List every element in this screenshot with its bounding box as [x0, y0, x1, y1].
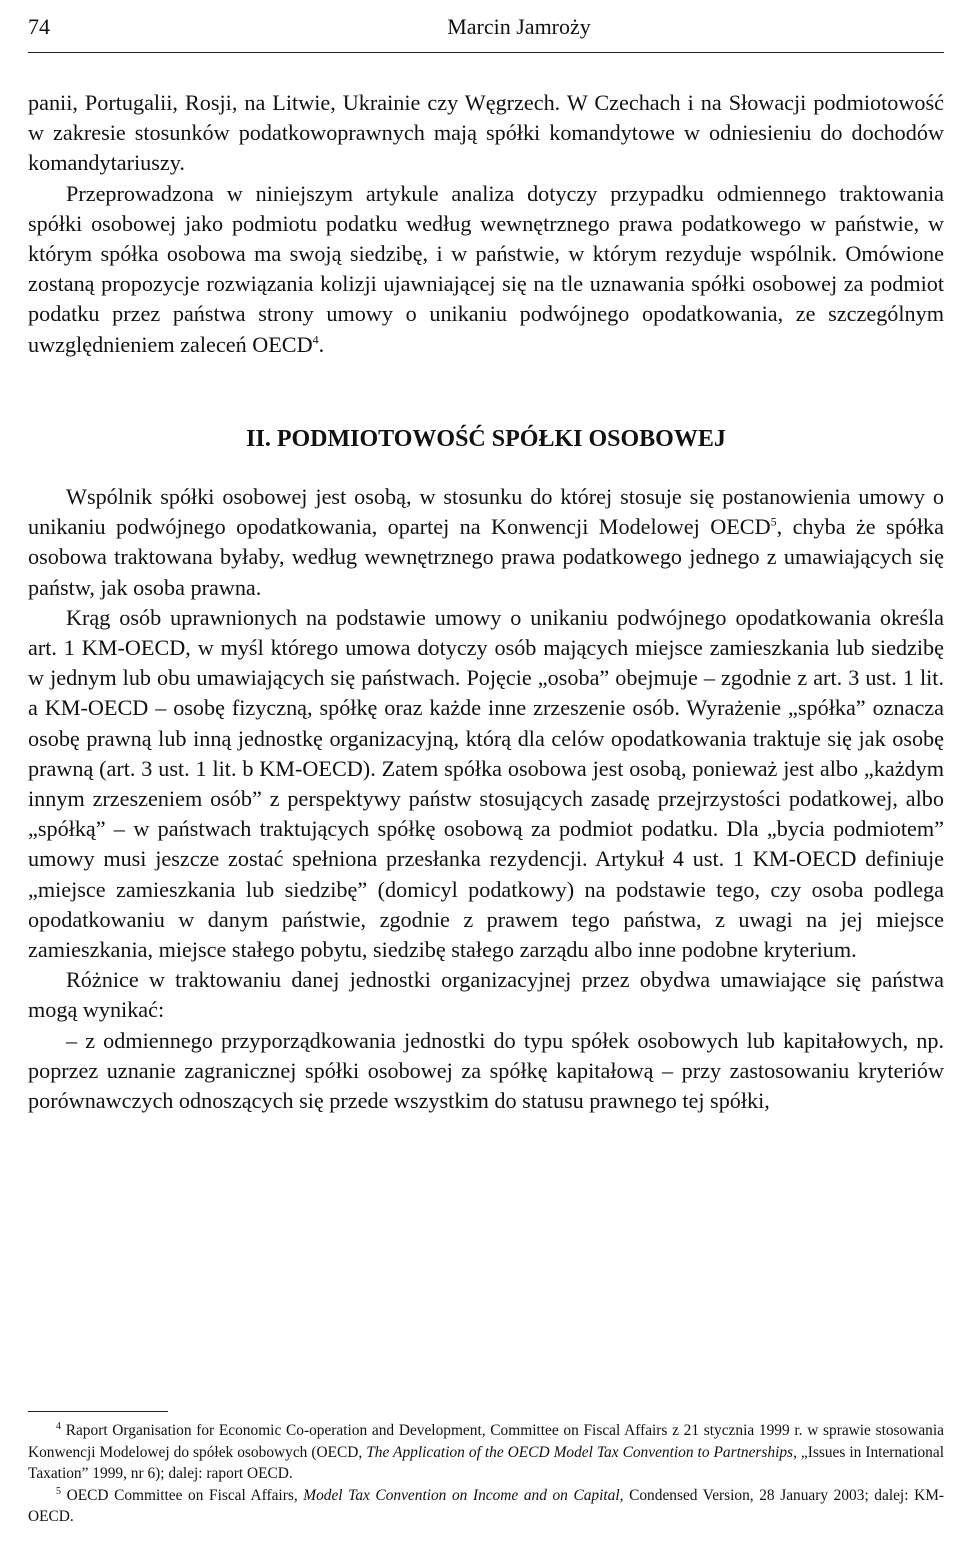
footnote-title: The Application of the OECD Model Tax Convention to Partnerships	[366, 1443, 794, 1461]
paragraph-text: Krąg osób uprawnionych na podstawie umowy o unikaniu podwójnego opodatkowania określa art. 1 KM-OECD, w myśl którego umowa dotyczy osób mających miejsce zamieszkania lub siedzibę w jednym lub obu umawiających się państwach. Pojęcie „osoba” obejmuje – zgodnie z art. 3 ust. 1 lit. a KM-OECD – osobę fizyczną, spółkę oraz każde inne zrzeszenie osób. Wyrażenie „spółka” oznacza osobę prawną lub inną jednostkę organizacyjną, którą dla celów opodatkowania traktuje się jak osobę prawną (art. 3 ust. 1 lit. b KM-OECD). Zatem spółka osobowa jest osobą, ponieważ jest albo „każdym innym zrzeszeniem osób” z perspektywy państw stosujących zasadę przejrzystości podatkowej, albo „spółką” – w państwach traktujących spółkę osobową za podmiot podatku. Dla „bycia podmiotem” umowy musi jeszcze zostać spełniona przesłanka rezydencji. Artykuł 4 ust. 1 KM-OECD definiuje „miejsce zamieszkania lub siedzibę” (domicyl podatkowy) na podstawie tego, czy osoba podlega opodatkowaniu w danym państwie, zgodnie z prawem tego państwa, z uwagi na jej miejsce zamieszkania, miejsce stałego pobytu, siedzibę stałego zarządu albo inne podobne kryterium.	[28, 604, 944, 963]
footnote	[28, 1420, 944, 1485]
paragraph	[28, 179, 944, 360]
paragraph-text: Wspólnik spółki osobowej jest osobą, w stosunku do której stosuje się postanowienia umowy o unikaniu podwójnego opodatkowania, opartej na Konwencji Modelowej OECD	[28, 484, 944, 540]
paragraph	[28, 965, 944, 1025]
section-heading: II. PODMIOTOWOŚĆ SPÓŁKI OSOBOWEJ	[246, 425, 726, 452]
paragraph-text: panii, Portugalii, Rosji, na Litwie, Ukrainie czy Węgrzech. W Czechach i na Słowacji podmiotowość w zakresie stosunków podatkowoprawnych mają spółki komandytowe w odniesieniu do dochodów komandytariuszy.	[28, 90, 944, 176]
paragraph-text: Różnice w traktowaniu danej jednostki organizacyjnej przez obydwa umawiające się państwa mogą wynikać:	[28, 967, 944, 1023]
list-item	[28, 1026, 944, 1117]
running-head-author: Marcin Jamroży	[447, 14, 591, 39]
footnote	[28, 1485, 944, 1528]
footnote-text: OECD Committee on Fiscal Affairs,	[61, 1486, 304, 1504]
running-header	[28, 10, 944, 44]
footnote-rule	[28, 1411, 168, 1412]
main-text	[28, 88, 944, 1116]
footnotes	[28, 1420, 944, 1528]
header-rule	[28, 52, 944, 53]
footnote-ref[interactable]: 5	[770, 514, 777, 529]
footnote-number: 4	[56, 1420, 61, 1432]
paragraph-text-end: .	[318, 331, 325, 357]
footnote-number: 5	[56, 1485, 61, 1497]
page-number: 74	[28, 14, 50, 39]
footnote-text: Raport Organisation for Economic Co-operation and Development, Committee on Fiscal Affairs z 21 stycznia 1999 r. w sprawie stosowania Konwencji Modelowej do spółek osobowych (OECD,	[28, 1422, 944, 1461]
paragraph	[28, 482, 944, 603]
footnote-ref[interactable]: 4	[312, 332, 319, 347]
footnote-text-end: , Condensed Version, 28 January 2003; dalej: KM-OECD.	[28, 1486, 944, 1525]
footnote-text-end: , „Issues in International Taxation” 1999, nr 6); dalej: raport OECD.	[28, 1443, 944, 1482]
footnote-title: Model Tax Convention on Income and on Capital	[303, 1486, 620, 1504]
list-item-text: – z odmiennego przyporządkowania jednostki do typu spółek osobowych lub kapitałowych, np. poprzez uznanie zagranicznej spółki osobowej za spółkę kapitałową – przy zastosowaniu kryteriów porównawczych odnoszących się przede wszystkim do statusu prawnego tej spółki,	[28, 1027, 944, 1114]
paragraph	[28, 88, 944, 179]
paragraph	[28, 603, 944, 965]
paragraph-text: Przeprowadzona w niniejszym artykule analiza dotyczy przypadku odmiennego traktowania spółki osobowej jako podmiotu podatku według wewnętrznego prawa podatkowego w państwie, w którym spółka osobowa ma swoją siedzibę, i w państwie, w którym rezyduje wspólnik. Omówione zostaną propozycje rozwiązania kolizji ujawniającej się na tle uznawania spółki osobowej za podmiot podatku przez państwa strony umowy o unikaniu podwójnego opodatkowania, ze szczególnym uwzględnieniem zaleceń OECD	[28, 180, 944, 357]
paragraph-text-end: , chyba że spółka osobowa traktowana byłaby, według wewnętrznego prawa podatkowego jednego z umawiających się państw, jak osoba prawna.	[28, 514, 944, 600]
